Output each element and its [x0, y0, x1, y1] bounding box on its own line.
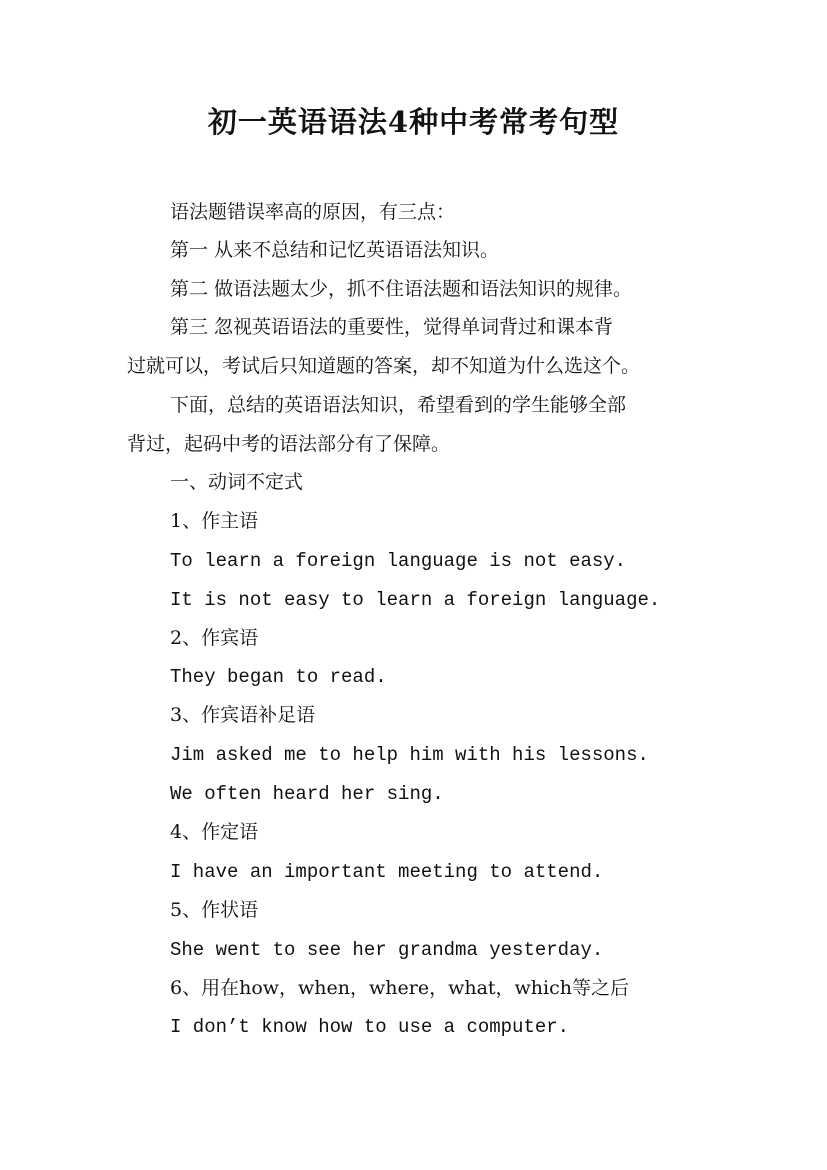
paragraph-line: 下面，总结的英语语法知识，希望看到的学生能够全部: [170, 394, 627, 416]
example-sentence: Jim asked me to help him with his lessons.: [170, 744, 649, 766]
example-sentence: I have an important meeting to attend.: [170, 861, 604, 883]
section-heading: 一、动词不定式: [170, 471, 304, 493]
subsection-heading: 3、作宾语补足语: [170, 704, 316, 726]
example-sentence: We often heard her sing.: [170, 783, 444, 805]
example-sentence: She went to see her grandma yesterday.: [170, 939, 604, 961]
example-sentence: To learn a foreign language is not easy.: [170, 550, 627, 572]
subsection-heading: 5、作状语: [170, 899, 259, 921]
example-sentence: They began to read.: [170, 666, 387, 688]
paragraph-line: 第三 忽视英语语法的重要性，觉得单词背过和课本背: [170, 316, 614, 338]
paragraph-line: 语法题错误率高的原因，有三点：: [170, 201, 456, 223]
example-sentence: I don’t know how to use a computer.: [170, 1016, 570, 1038]
paragraph-line: 第二 做语法题太少，抓不住语法题和语法知识的规律。: [170, 278, 633, 300]
subsection-heading: 6、用在how，when，where，what，which等之后: [170, 977, 629, 999]
subsection-heading: 4、作定语: [170, 821, 259, 843]
paragraph-line: 背过，起码中考的语法部分有了保障。: [127, 433, 451, 455]
subsection-heading: 2、作宾语: [170, 627, 259, 649]
example-sentence: It is not easy to learn a foreign language.: [170, 589, 661, 611]
subsection-heading: 1、作主语: [170, 510, 259, 532]
paragraph-line: 第一 从来不总结和记忆英语语法知识。: [170, 239, 500, 261]
paragraph-line: 过就可以，考试后只知道题的答案，却不知道为什么选这个。: [127, 355, 641, 377]
document-title: 初一英语语法4种中考常考句型: [207, 105, 620, 139]
